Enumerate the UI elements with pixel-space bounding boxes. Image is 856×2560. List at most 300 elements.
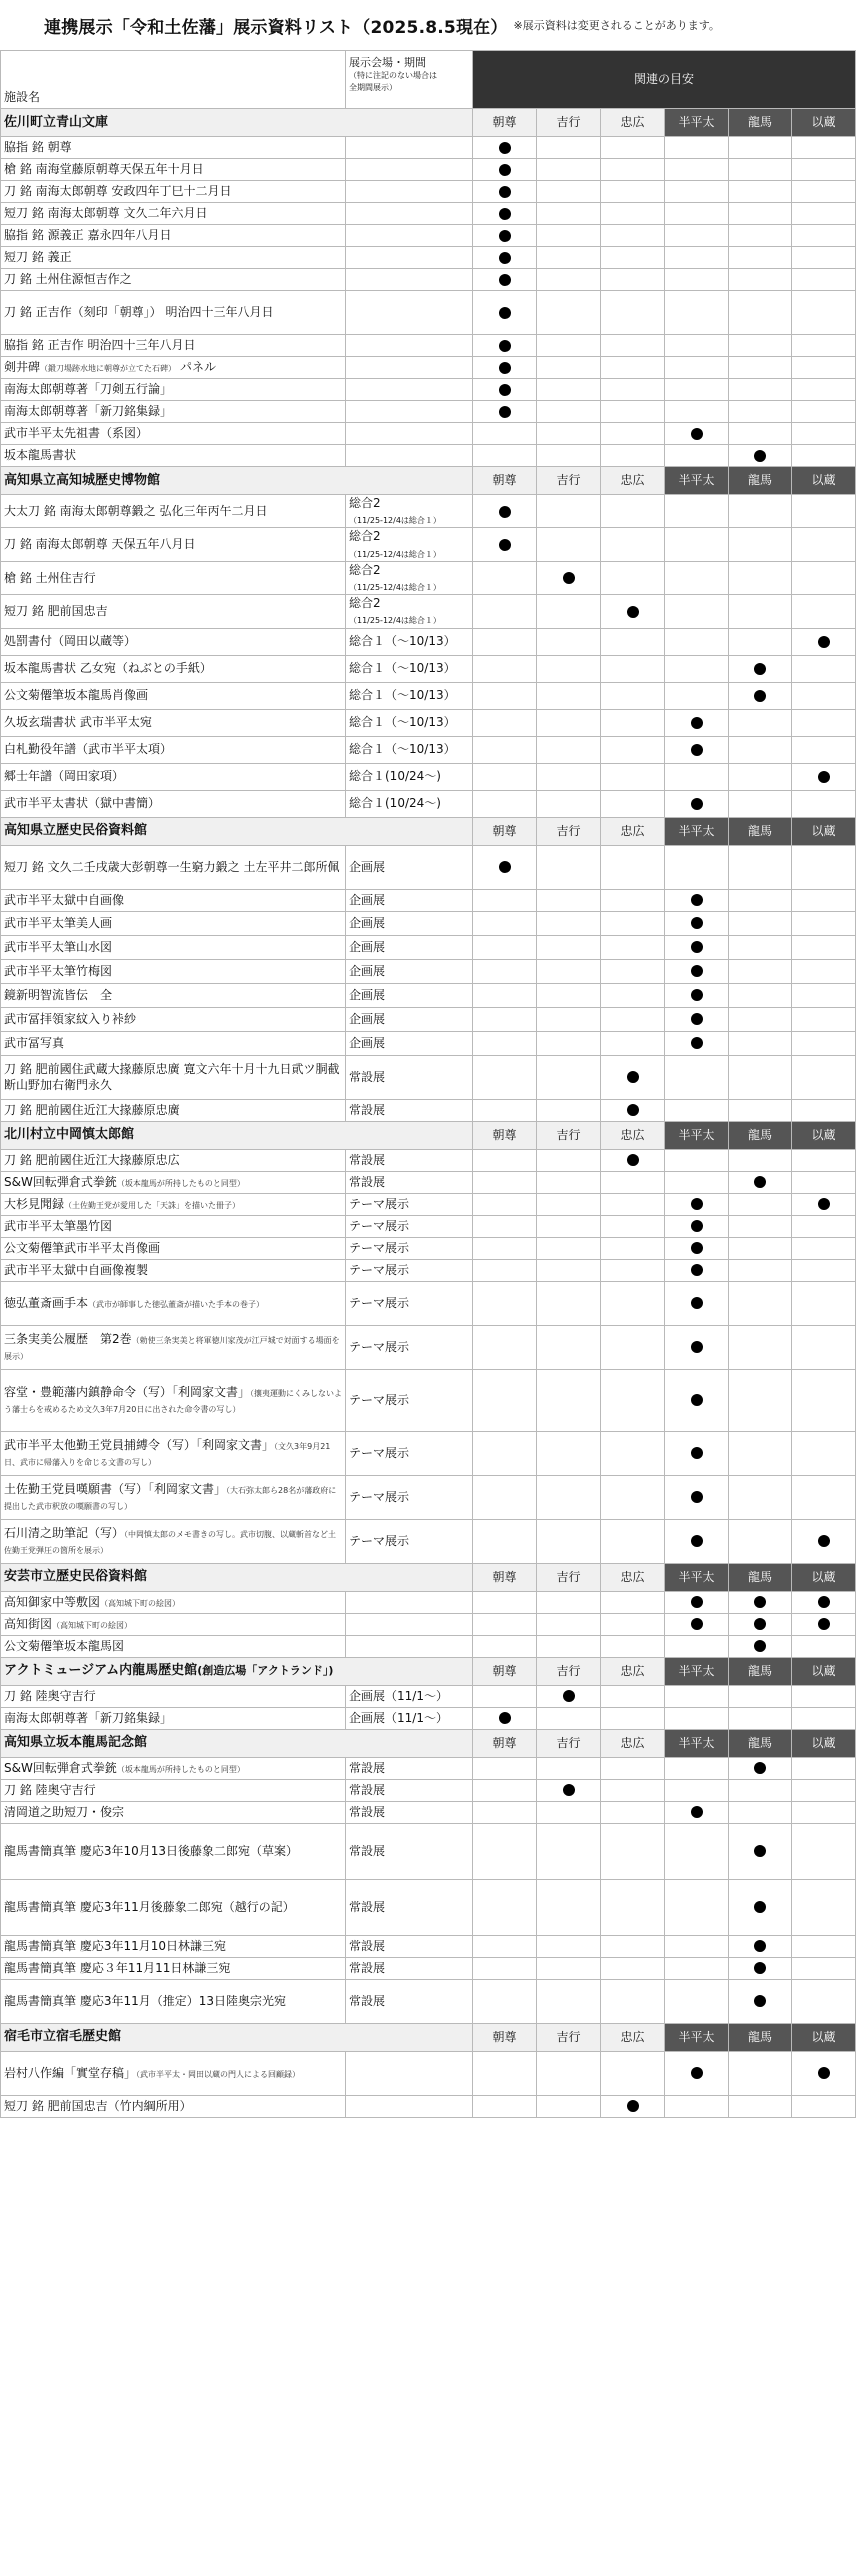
guide-cell: [665, 1055, 729, 1099]
guide-cell: [665, 561, 729, 594]
venue-cell: [346, 1171, 473, 1193]
venue-text: 総合１（～10/13）: [349, 661, 456, 676]
guide-cell: [601, 495, 665, 528]
venue-cell: [346, 1635, 473, 1657]
guide-cell: [665, 1757, 729, 1779]
venue-text: 企画展（11/1～）: [349, 1710, 448, 1725]
dot-marker: [627, 1154, 639, 1166]
dot-marker: [691, 1806, 703, 1818]
guide-cell: [601, 1823, 665, 1879]
venue-text: 総合１（～10/13）: [349, 634, 456, 649]
dot-marker: [691, 1535, 703, 1547]
item-name-text: 龍馬書簡真筆 慶応3年10月13日後藤象二郎宛（草案）: [4, 1843, 298, 1858]
guide-cell: [729, 1519, 792, 1563]
venue-text: 企画展: [349, 915, 386, 930]
guide-cell: [729, 561, 792, 594]
guide-cell: [473, 225, 537, 247]
venue-text: 企画展（11/1～）: [349, 1688, 448, 1703]
guide-cell: [729, 655, 792, 682]
guide-cell: [792, 1099, 856, 1121]
dot-marker: [818, 1198, 830, 1210]
guide-cell: [473, 1801, 537, 1823]
guide-cell: [601, 1055, 665, 1099]
table-row: [1, 1325, 856, 1369]
guide-cell: [729, 1325, 792, 1369]
venue-text: テーマ展示: [349, 1196, 410, 1211]
guide-cell: [792, 1259, 856, 1281]
guide-cell: [729, 269, 792, 291]
guide-cell: [665, 1823, 729, 1879]
table-row: [1, 1591, 856, 1613]
guide-cell: [729, 1281, 792, 1325]
facility-name: [1, 109, 473, 137]
guide-cell: [601, 1475, 665, 1519]
guide-cell: [729, 528, 792, 561]
guide-cell: [792, 1431, 856, 1475]
guide-cell: [601, 291, 665, 335]
dot-marker: [818, 636, 830, 648]
table-row: [1, 159, 856, 181]
dot-marker: [754, 1640, 766, 1652]
guide-cell: [601, 655, 665, 682]
guide-cell: [601, 935, 665, 959]
table-row: [1, 1431, 856, 1475]
guide-cell: [792, 1957, 856, 1979]
item-name-text: 短刀 銘 肥前国忠吉: [4, 604, 108, 619]
venue-text: テーマ展示: [349, 1489, 410, 1504]
item-name-text: 坂本龍馬書状: [4, 448, 77, 463]
page-header: [0, 0, 856, 50]
item-note: （勅使三条実美と将軍徳川家茂が江戸城で対面する場面を展示）: [4, 1335, 340, 1361]
item-name: [1, 763, 346, 790]
guide-cell: [729, 1935, 792, 1957]
venue-cell: [346, 159, 473, 181]
dot-marker: [691, 894, 703, 906]
venue-cell: [346, 291, 473, 335]
guide-cell: [473, 1707, 537, 1729]
item-name-text: 脇指 銘 源義正 嘉永四年八月日: [4, 228, 172, 243]
guide-cell: [665, 1031, 729, 1055]
guide-cell: [792, 709, 856, 736]
guide-cell: [537, 1055, 601, 1099]
venue-cell: [346, 495, 473, 528]
dot-marker: [691, 1297, 703, 1309]
table-row: [1, 1613, 856, 1635]
guide-cell: [601, 357, 665, 379]
guide-cell: [537, 1281, 601, 1325]
guide-cell: [729, 1215, 792, 1237]
item-note: （中岡慎太郎のメモ書きの写し。武市切腹、以蔵斬首など土佐勤王党弾圧の箇所を展示）: [4, 1529, 337, 1555]
guide-cell: [729, 1099, 792, 1121]
guide-cell: [729, 763, 792, 790]
venue-cell: [346, 379, 473, 401]
key-header: 吉行: [537, 2023, 601, 2051]
key-header: 以蔵: [792, 2023, 856, 2051]
item-name-text: 刀 銘 肥前國住近江大掾藤原忠廣: [4, 1102, 180, 1117]
guide-cell: [537, 935, 601, 959]
guide-cell: [473, 247, 537, 269]
guide-cell: [729, 1957, 792, 1979]
item-name: [1, 1635, 346, 1657]
table-row: [1, 655, 856, 682]
venue-cell: [346, 845, 473, 889]
venue-cell: [346, 736, 473, 763]
item-name: [1, 528, 346, 561]
venue-text: 総合１(10/24～): [349, 769, 441, 784]
guide-cell: [665, 1519, 729, 1563]
key-header: 忠広: [601, 1121, 665, 1149]
guide-cell: [473, 423, 537, 445]
facility-name-text: 北川村立中岡慎太郎館: [4, 1127, 135, 1143]
dot-marker: [691, 1220, 703, 1232]
key-header: 以蔵: [792, 1563, 856, 1591]
venue-cell: [346, 1757, 473, 1779]
item-name: [1, 1707, 346, 1729]
table-row: [1, 1237, 856, 1259]
guide-cell: [665, 1979, 729, 2023]
item-name-text: 南海太郎朝尊著「新刀銘集録」: [4, 1710, 173, 1725]
venue-text: 総合１（～10/13）: [349, 715, 456, 730]
key-header: 半平太: [665, 1657, 729, 1685]
section-header-row: [1, 1657, 856, 1685]
guide-cell: [601, 1591, 665, 1613]
item-name-text: 清岡道之助短刀・俊宗: [4, 1804, 125, 1819]
dot-marker: [754, 663, 766, 675]
dot-marker: [754, 1596, 766, 1608]
guide-cell: [729, 1635, 792, 1657]
guide-cell: [473, 1031, 537, 1055]
guide-cell: [792, 1055, 856, 1099]
item-name: [1, 1031, 346, 1055]
item-name: [1, 1055, 346, 1099]
guide-cell: [601, 1613, 665, 1635]
guide-cell: [537, 203, 601, 225]
venue-text: 総合１（～10/13）: [349, 688, 456, 703]
item-name-text: 脇指 銘 朝尊: [4, 140, 72, 155]
venue-text: 常設展: [349, 1152, 386, 1167]
guide-cell: [665, 628, 729, 655]
item-name-text: S&W回転弾倉式拳銃: [4, 1760, 117, 1775]
guide-cell: [601, 709, 665, 736]
guide-cell: [665, 1635, 729, 1657]
key-header: 龍馬: [729, 109, 792, 137]
guide-cell: [792, 1237, 856, 1259]
dot-marker: [499, 307, 511, 319]
item-name-text: 公文菊僊筆坂本龍馬肖像画: [4, 688, 149, 703]
guide-cell: [537, 1099, 601, 1121]
guide-cell: [601, 561, 665, 594]
venue-cell: [346, 1613, 473, 1635]
venue-cell: [346, 1325, 473, 1369]
guide-cell: [601, 2051, 665, 2095]
guide-cell: [601, 682, 665, 709]
guide-cell: [473, 1519, 537, 1563]
guide-cell: [729, 959, 792, 983]
guide-cell: [473, 628, 537, 655]
dot-marker: [563, 1784, 575, 1796]
guide-cell: [601, 1193, 665, 1215]
item-note: （武市が師事した徳弘董斎が描いた手本の巻子）: [88, 1299, 265, 1309]
facility-name: [1, 1121, 473, 1149]
venue-text: 常設展: [349, 1804, 386, 1819]
table-row: [1, 1475, 856, 1519]
guide-cell: [792, 1031, 856, 1055]
guide-cell: [729, 1369, 792, 1431]
section-header-row: [1, 1729, 856, 1757]
guide-cell: [537, 2051, 601, 2095]
venue-text: 企画展: [349, 859, 386, 874]
guide-cell: [601, 1259, 665, 1281]
item-name: [1, 935, 346, 959]
guide-cell: [537, 1801, 601, 1823]
facility-name-text: 安芸市立歴史民俗資料館: [4, 1569, 148, 1585]
key-header: 半平太: [665, 2023, 729, 2051]
guide-cell: [537, 1757, 601, 1779]
guide-cell: [473, 528, 537, 561]
venue-note: （11/25-12/4は総合１）: [349, 616, 441, 626]
dot-marker: [499, 164, 511, 176]
dot-marker: [691, 1037, 703, 1049]
table-row: [1, 357, 856, 379]
item-name: [1, 203, 346, 225]
venue-cell: [346, 763, 473, 790]
venue-cell: [346, 357, 473, 379]
guide-cell: [601, 911, 665, 935]
venue-note: （11/25-12/4は総合１）: [349, 582, 441, 592]
guide-cell: [792, 1707, 856, 1729]
guide-cell: [537, 889, 601, 911]
venue-text: 企画展: [349, 963, 386, 978]
guide-cell: [792, 445, 856, 467]
guide-cell: [792, 379, 856, 401]
dot-marker: [499, 861, 511, 873]
guide-cell: [601, 1325, 665, 1369]
guide-cell: [665, 2051, 729, 2095]
guide-cell: [473, 445, 537, 467]
key-header: 忠広: [601, 1657, 665, 1685]
guide-cell: [729, 1055, 792, 1099]
item-name: [1, 1475, 346, 1519]
guide-cell: [665, 181, 729, 203]
item-name-text: 久坂玄瑞書状 武市半平太宛: [4, 715, 152, 730]
guide-cell: [601, 203, 665, 225]
venue-text: 常設展: [349, 1102, 386, 1117]
dot-marker: [499, 362, 511, 374]
table-row: [1, 790, 856, 817]
item-name: [1, 1325, 346, 1369]
table-row: [1, 137, 856, 159]
table-row: [1, 959, 856, 983]
venue-text: 常設展: [349, 1938, 386, 1953]
guide-cell: [473, 1237, 537, 1259]
item-note: （坂本龍馬が所持したものと同型）: [116, 1764, 245, 1774]
guide-cell: [665, 1431, 729, 1475]
venue-text: 常設展: [349, 1760, 386, 1775]
dot-marker: [691, 1198, 703, 1210]
item-name-text: 武市半平太書状（獄中書簡）: [4, 796, 161, 811]
venue-cell: [346, 1031, 473, 1055]
venue-text: 総合2: [349, 562, 381, 577]
guide-cell: [537, 1685, 601, 1707]
item-name: [1, 495, 346, 528]
guide-cell: [601, 137, 665, 159]
dot-marker: [691, 428, 703, 440]
guide-cell: [473, 1281, 537, 1325]
key-header: 龍馬: [729, 1729, 792, 1757]
guide-cell: [792, 1007, 856, 1031]
guide-cell: [792, 1475, 856, 1519]
item-name-text: 刀 銘 南海太郎朝尊 安政四年丁巳十二月日: [4, 184, 232, 199]
item-note: （鍛刀場跡水地に朝尊が立てた石碑）: [40, 364, 177, 374]
guide-cell: [473, 291, 537, 335]
item-name: [1, 845, 346, 889]
table-row: [1, 495, 856, 528]
guide-cell: [537, 423, 601, 445]
dot-marker: [691, 917, 703, 929]
guide-cell: [665, 1193, 729, 1215]
guide-cell: [601, 247, 665, 269]
guide-cell: [537, 1193, 601, 1215]
guide-cell: [729, 1757, 792, 1779]
table-row: [1, 1979, 856, 2023]
guide-cell: [792, 911, 856, 935]
venue-text: 常設展: [349, 1782, 386, 1797]
guide-cell: [729, 159, 792, 181]
venue-cell: [346, 889, 473, 911]
guide-cell: [601, 401, 665, 423]
facility-name: [1, 1729, 473, 1757]
guide-cell: [665, 495, 729, 528]
venue-cell: [346, 709, 473, 736]
guide-cell: [537, 401, 601, 423]
dot-marker: [499, 186, 511, 198]
guide-cell: [792, 1635, 856, 1657]
guide-cell: [601, 983, 665, 1007]
item-name-text: 石川清之助筆記（写）: [4, 1525, 125, 1540]
guide-cell: [665, 357, 729, 379]
guide-cell: [665, 159, 729, 181]
guide-cell: [665, 1801, 729, 1823]
item-name-text: 三条実美公履歴 第2巻: [4, 1331, 132, 1346]
guide-cell: [473, 1757, 537, 1779]
dot-marker: [754, 1762, 766, 1774]
guide-cell: [537, 1369, 601, 1431]
key-header: 吉行: [537, 467, 601, 495]
guide-cell: [473, 1935, 537, 1957]
table-row: [1, 401, 856, 423]
dot-marker: [818, 771, 830, 783]
table-row: [1, 2095, 856, 2117]
guide-cell: [601, 1149, 665, 1171]
venue-cell: [346, 1823, 473, 1879]
venue-text: 常設展: [349, 1843, 386, 1858]
table-row: [1, 291, 856, 335]
venue-cell: [346, 335, 473, 357]
guide-cell: [665, 445, 729, 467]
key-header: 吉行: [537, 1657, 601, 1685]
guide-cell: [537, 845, 601, 889]
guide-cell: [665, 1369, 729, 1431]
item-name-text: 坂本龍馬書状 乙女宛（ねぶとの手紙）: [4, 661, 212, 676]
key-header: 朝尊: [473, 1563, 537, 1591]
key-header: 半平太: [665, 467, 729, 495]
venue-cell: [346, 1149, 473, 1171]
item-name: [1, 2095, 346, 2117]
venue-cell: [346, 247, 473, 269]
guide-cell: [792, 2095, 856, 2117]
venue-text: 常設展: [349, 1174, 386, 1189]
item-name: [1, 379, 346, 401]
item-name-text: 槍 銘 南海堂藤原朝尊天保五年十月日: [4, 162, 204, 177]
item-name: [1, 655, 346, 682]
guide-cell: [729, 1779, 792, 1801]
table-row: [1, 528, 856, 561]
guide-cell: [729, 1823, 792, 1879]
guide-cell: [601, 845, 665, 889]
item-name: [1, 2051, 346, 2095]
guide-cell: [729, 423, 792, 445]
guide-cell: [665, 911, 729, 935]
guide-cell: [601, 423, 665, 445]
guide-cell: [537, 269, 601, 291]
item-name: [1, 1613, 346, 1635]
guide-cell: [665, 1957, 729, 1979]
item-name: [1, 1779, 346, 1801]
facility-name: [1, 1563, 473, 1591]
item-name: [1, 1215, 346, 1237]
guide-cell: [665, 247, 729, 269]
guide-header: 関連の目安: [473, 51, 856, 109]
guide-cell: [792, 159, 856, 181]
guide-cell: [665, 1779, 729, 1801]
dot-marker: [691, 744, 703, 756]
guide-cell: [792, 1979, 856, 2023]
guide-cell: [665, 1237, 729, 1259]
dot-marker: [691, 1264, 703, 1276]
table-row: [1, 935, 856, 959]
item-name-text: 公文菊僊筆坂本龍馬図: [4, 1638, 125, 1653]
guide-cell: [729, 137, 792, 159]
key-header: 以蔵: [792, 1657, 856, 1685]
guide-cell: [537, 959, 601, 983]
dot-marker: [499, 1712, 511, 1724]
guide-cell: [601, 736, 665, 763]
guide-cell: [729, 1171, 792, 1193]
item-name: [1, 1879, 346, 1935]
item-name: [1, 1259, 346, 1281]
venue-cell: [346, 401, 473, 423]
facility-name-text: 高知県立高知城歴史博物館: [4, 472, 161, 488]
guide-cell: [792, 736, 856, 763]
item-name-text: 短刀 銘 南海太郎朝尊 文久二年六月日: [4, 206, 208, 221]
guide-cell: [537, 1635, 601, 1657]
guide-cell: [792, 357, 856, 379]
dot-marker: [818, 1618, 830, 1630]
facility-name-text: アクトミュージアム内龍馬歴史館: [4, 1663, 198, 1679]
guide-cell: [537, 225, 601, 247]
item-name: [1, 1007, 346, 1031]
guide-cell: [665, 1475, 729, 1519]
guide-cell: [537, 1707, 601, 1729]
guide-cell: [473, 935, 537, 959]
dot-marker: [754, 1845, 766, 1857]
item-name: [1, 736, 346, 763]
guide-cell: [601, 445, 665, 467]
dot-marker: [691, 1596, 703, 1608]
item-name: [1, 1823, 346, 1879]
guide-cell: [665, 1707, 729, 1729]
guide-cell: [473, 595, 537, 628]
